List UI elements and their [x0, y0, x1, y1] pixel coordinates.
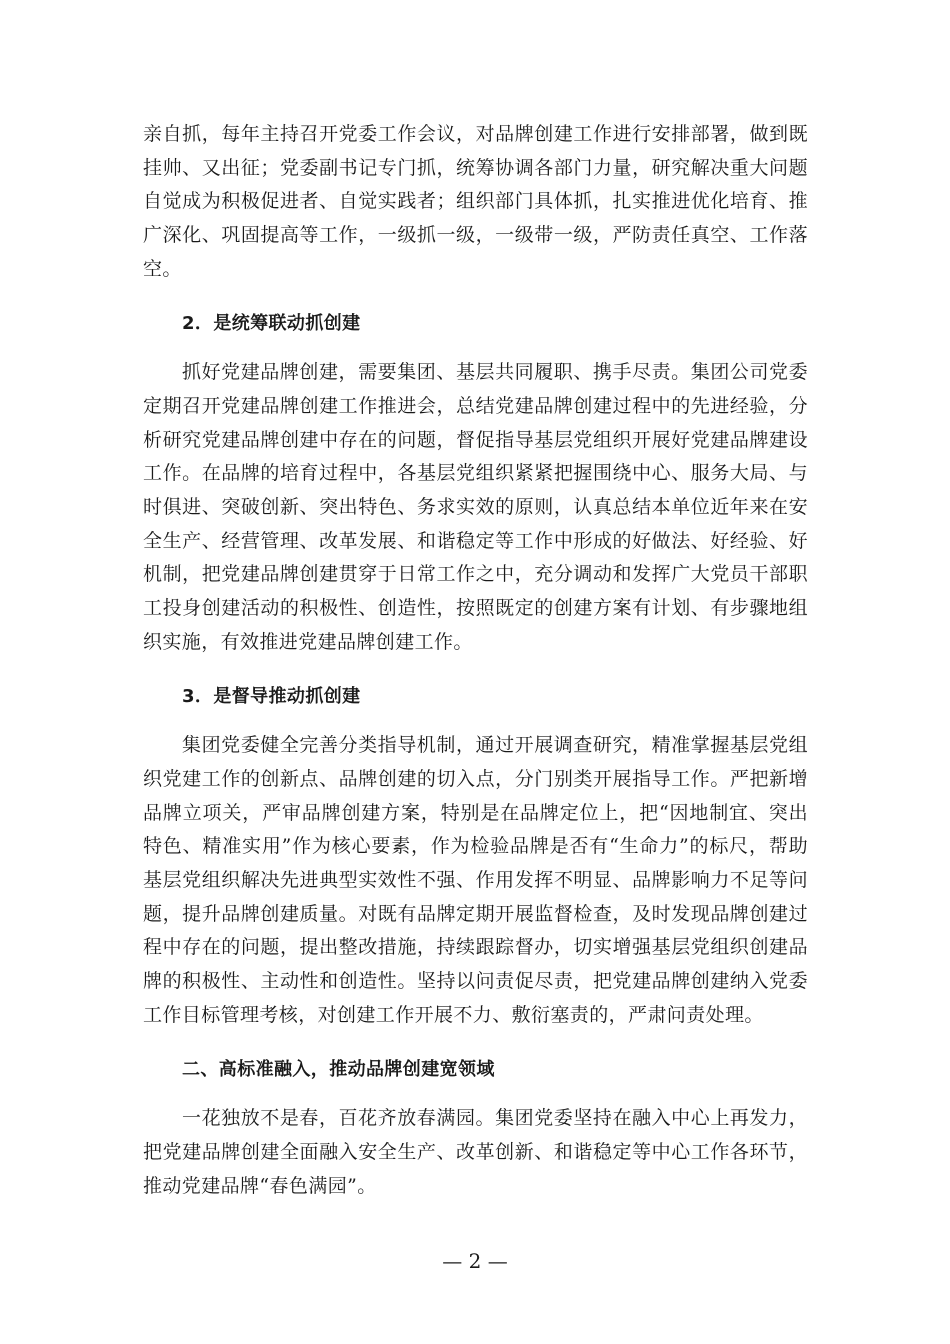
section-heading-coordination: 2．是统筹联动抓创建 [182, 312, 361, 334]
section-heading-integration: 二、高标准融入，推动品牌创建宽领域 [182, 1058, 495, 1080]
paragraph-coordination: 抓好党建品牌创建，需要集团、基层共同履职、携手尽责。集团公司党委定期召开党建品牌创建工作推进会，总结党建品牌创建过程中的先进经验，分析研究党建品牌创建中存在的问题，督促指导基层党组织开展好党建品牌建设工作。在品牌的培育过程中，各基层党组织紧紧把握围绕中心、服务大局、与时俱进、突破创新、突出特色、务求实效的原则，认真总结本单位近年来在安全生产、经营管理、改革发展、和谐稳定等工作中形成的好做法、好经验、好机制，把党建品牌创建贯穿于日常工作之中，充分调动和发挥广大党员干部职工投身创建活动的积极性、创造性，按照既定的创建方案有计划、有步骤地组织实施，有效推进党建品牌创建工作。 [143, 361, 808, 653]
paragraph-leadership: 亲自抓，每年主持召开党委工作会议，对品牌创建工作进行安排部署，做到既挂帅、又出征；党委副书记专门抓，统筹协调各部门力量，研究解决重大问题自觉成为积极促进者、自觉实践者；组织部门具体抓，扎实推进优化培育、推广深化、巩固提高等工作，一级抓一级，一级带一级，严防责任真空、工作落空。 [143, 123, 808, 280]
paragraph-integration: 一花独放不是春，百花齐放春满园。集团党委坚持在融入中心上再发力，把党建品牌创建全面融入安全生产、改革创新、和谐稳定等中心工作各环节，推动党建品牌“春色满园”。 [143, 1107, 808, 1197]
page-number: — 2 — [442, 1249, 508, 1273]
section-heading-supervision: 3．是督导推动抓创建 [182, 685, 361, 707]
document-body [143, 118, 808, 1203]
paragraph-supervision: 集团党委健全完善分类指导机制，通过开展调查研究，精准掌握基层党组织党建工作的创新点、品牌创建的切入点，分门别类开展指导工作。严把新增品牌立项关，严审品牌创建方案，特别是在品牌定位上，把“因地制宜、突出特色、精准实用”作为核心要素，作为检验品牌是否有“生命力”的标尺，帮助基层党组织解决先进典型实效性不强、作用发挥不明显、品牌影响力不足等问题，提升品牌创建质量。对既有品牌定期开展监督检查，及时发现品牌创建过程中存在的问题，提出整改措施，持续跟踪督办，切实增强基层党组织创建品牌的积极性、主动性和创造性。坚持以问责促尽责，把党建品牌创建纳入党委工作目标管理考核，对创建工作开展不力、敷衍塞责的，严肃问责处理。 [143, 734, 808, 1026]
